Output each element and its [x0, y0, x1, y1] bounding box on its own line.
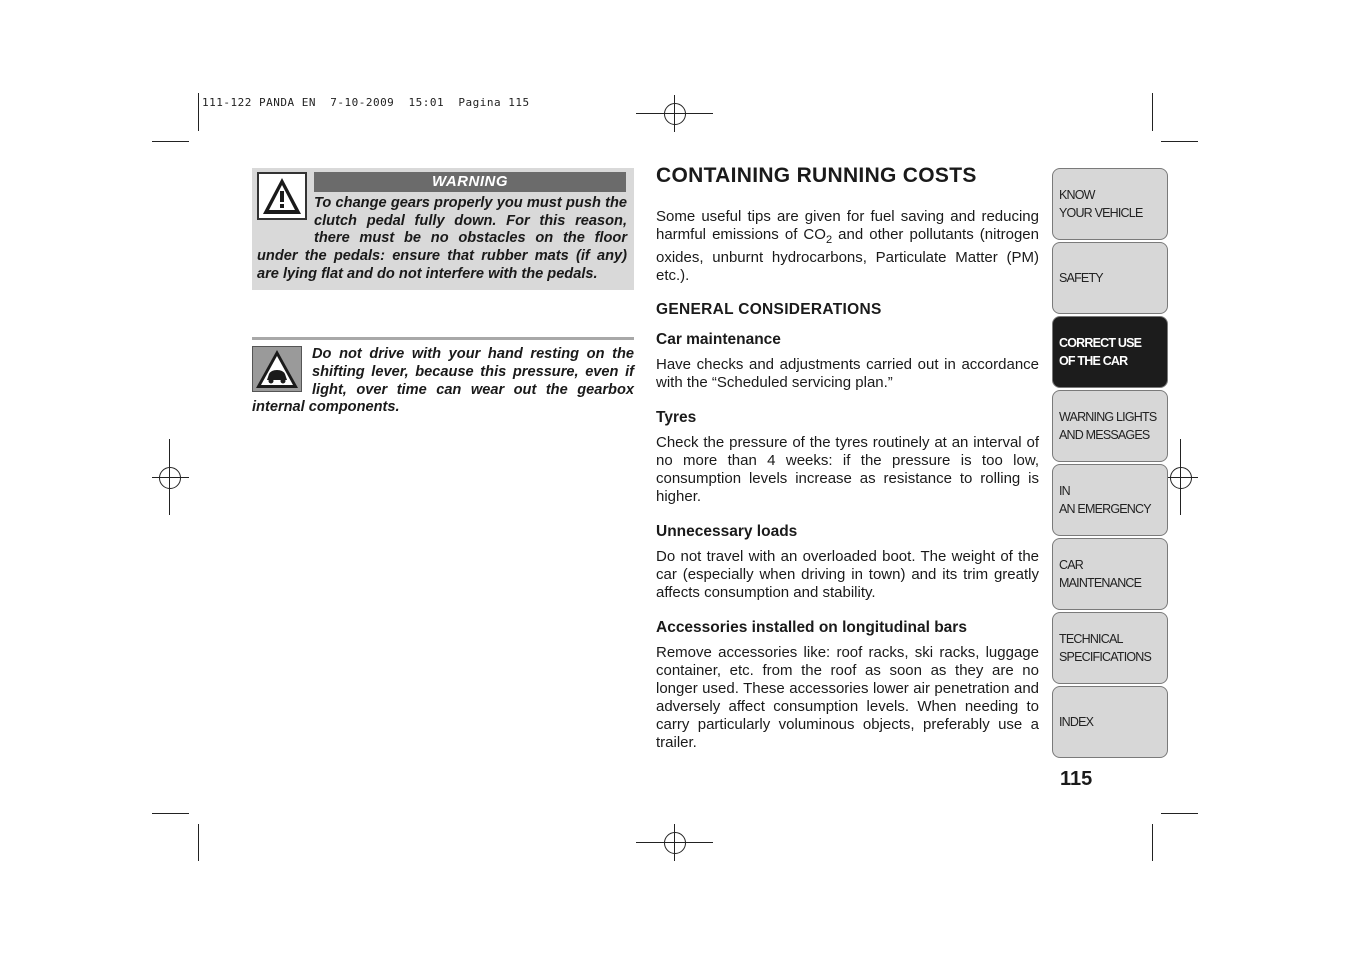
subsection-text: Have checks and adjustments carried out in accordance with the “Scheduled servicing plan.”: [656, 356, 1039, 391]
subsection-heading: Unnecessary loads: [656, 523, 798, 540]
subsection-heading: Tyres: [656, 409, 697, 426]
tab-know-your-vehicle[interactable]: KNOW YOUR VEHICLE: [1052, 168, 1168, 240]
note-divider: [252, 337, 634, 340]
tab-index[interactable]: INDEX: [1052, 686, 1168, 758]
section-heading: GENERAL CONSIDERATIONS: [656, 301, 882, 318]
tab-warning-lights[interactable]: WARNING LIGHTS AND MESSAGES: [1052, 390, 1168, 462]
main-content: [656, 164, 1039, 752]
warning-box: [252, 168, 634, 290]
warning-text: To change gears properly you must push the clutch pedal fully down. For this reason, there must be no obstacles on the floor under the pedals: ensure that rubber mats (if any) are lying flat and do not interfere with the pedals.: [257, 195, 627, 282]
page-title: CONTAINING RUNNING COSTS: [656, 164, 977, 187]
subsection-heading: Car maintenance: [656, 331, 781, 348]
tab-safety[interactable]: SAFETY: [1052, 242, 1168, 314]
note-text: Do not drive with your hand resting on the shifting lever, because this pressure, even if light, over time can wear out the gearbox internal components.: [252, 346, 634, 416]
print-header: 111-122 PANDA EN 7-10-2009 15:01 Pagina 115: [202, 96, 530, 109]
tab-correct-use[interactable]: CORRECT USE OF THE CAR: [1052, 316, 1168, 388]
subsection-text: Check the pressure of the tyres routinely at an interval of no more than 4 weeks: if the pressure is too low, consumption levels increase as resistance to rolling is higher.: [656, 434, 1039, 505]
chapter-tabs: [1052, 168, 1168, 760]
subsection-heading: Accessories installed on longitudinal bars: [656, 619, 967, 636]
tab-in-an-emergency[interactable]: IN AN EMERGENCY: [1052, 464, 1168, 536]
tab-technical-specifications[interactable]: TECHNICAL SPECIFICATIONS: [1052, 612, 1168, 684]
subsection-text: Do not travel with an overloaded boot. The weight of the car (especially when driving in town) and its trim greatly affects consumption and stability.: [656, 548, 1039, 601]
subsection-text: Remove accessories like: roof racks, ski racks, luggage container, etc. from the roof as soon as they are no longer used. These accessories lower air penetration and adversely affect consumption levels. When needing to carry particularly voluminous objects, preferably use a trailer.: [656, 644, 1039, 751]
intro-paragraph: Some useful tips are given for fuel saving and reducing harmful emissions of $CO_2$ and other pollutants (nitrogen oxides, unburnt hydrocarbons, Particulate Matter (PM) etc.).: [656, 208, 1039, 284]
tab-car-maintenance[interactable]: CAR MAINTENANCE: [1052, 538, 1168, 610]
page-number: 115: [1060, 768, 1093, 790]
warning-title: WARNING: [314, 172, 626, 192]
